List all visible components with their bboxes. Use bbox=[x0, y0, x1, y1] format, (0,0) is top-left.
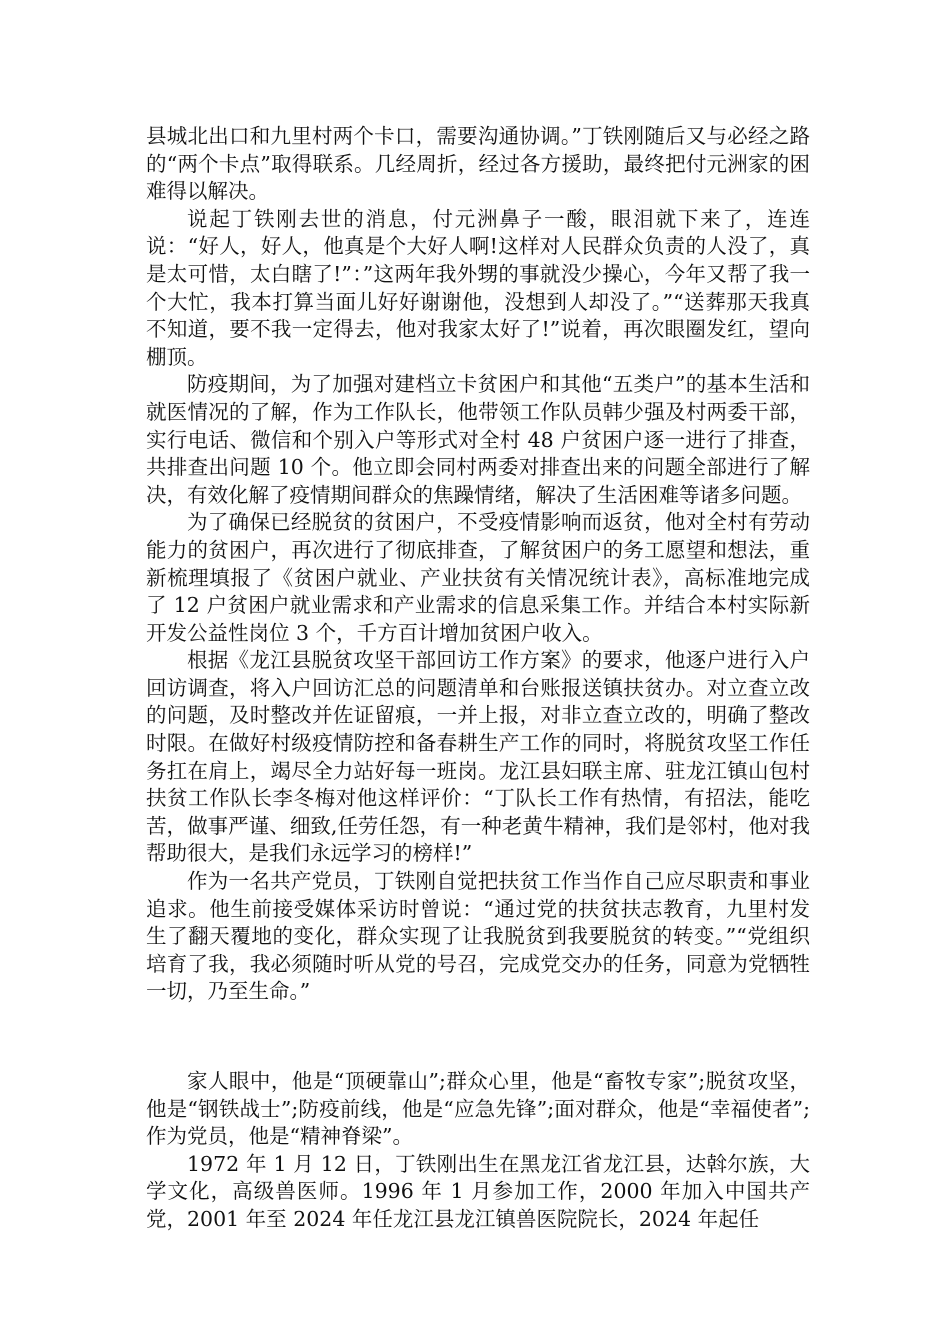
article-section-bottom bbox=[146, 1068, 810, 1234]
paragraph-prevent-return-to-poverty: 为了确保已经脱贫的贫困户，不受疫情影响而返贫，他对全村有劳动能力的贫困户，再次进行了彻底排查，了解贫困户的务工愿望和想法，重新梳理填报了《贫困户就业、产业扶贫有关情况统计表》，高标准地完成了 12 户贫困户就业需求和产业需求的信息采集工作。并结合本村实际新开发公益性岗位 3 个，千方百计增加贫困户收入。 bbox=[146, 510, 810, 645]
paragraph-biography: 1972 年 1 月 12 日，丁铁刚出生在黑龙江省龙江县，达斡尔族，大学文化，高级兽医师。1996 年 1 月参加工作，2000 年加入中国共产党，2001 年至 2024 年任龙江县龙江镇兽医院院长，2024 年起任 bbox=[146, 1151, 810, 1231]
paragraph-revisit-work-plan: 根据《龙江县脱贫攻坚干部回访工作方案》的要求，他逐户进行入户回访调查，将入户回访汇总的问题清单和台账报送镇扶贫办。对立查立改的问题，及时整改并佐证留痕，一并上报，对非立查立改的，明确了整改时限。在做好村级疫情防控和备春耕生产工作的同时，将脱贫攻坚工作任务扛在肩上，竭尽全力站好每一班岗。龙江县妇联主席、驻龙江镇山包村扶贫工作队长李冬梅对他这样评价：“丁队长工作有热情，有招法，能吃苦，做事严谨、细致,任劳任怨，有一种老黄牛精神，我们是邻村，他对我帮助很大，是我们永远学习的榜样!” bbox=[146, 648, 810, 866]
paragraph-party-member-pursuit: 作为一名共产党员，丁铁刚自觉把扶贫工作当作自己应尽职责和事业追求。他生前接受媒体采访时曾说：“通过党的扶贫扶志教育，九里村发生了翻天覆地的变化，群众实现了让我脱贫到我要脱贫的转变。”“党组织培育了我，我必须随时听从党的号召，完成党交办的任务，同意为党牺牲一切，乃至生命。” bbox=[146, 869, 810, 1004]
paragraph-epidemic-screening: 防疫期间，为了加强对建档立卡贫困户和其他“五类户”的基本生活和就医情况的了解，作为工作队长，他带领工作队员韩少强及村两委干部，实行电话、微信和个别入户等形式对全村 48 户贫困户逐一进行了排查，共排查出问题 10 个。他立即会同村两委对排查出来的问题全部进行了解决，有效化解了疫情期间群众的焦躁情绪，解决了生活困难等诸多问题。 bbox=[146, 372, 810, 507]
paragraph-roles-summary: 家人眼中，他是“顶硬靠山”;群众心里，他是“畜牧专家”;脱贫攻坚，他是“钢铁战士”;防疫前线，他是“应急先锋”;面对群众，他是“幸福使者”;作为党员，他是“精神脊梁”。 bbox=[146, 1069, 810, 1149]
paragraph-fu-yuanzhou-recollection: 说起丁铁刚去世的消息，付元洲鼻子一酸，眼泪就下来了，连连说：“好人，好人，他真是个大好人啊!这样对人民群众负责的人没了，真是太可惜，太白瞎了!”：”这两年我外甥的事就没少操心，今年又帮了我一个大忙，我本打算当面儿好好谢谢他，没想到人却没了。”“送葬那天我真不知道，要不我一定得去，他对我家太好了!”说着，再次眼圈发红，望向棚顶。 bbox=[146, 206, 810, 369]
paragraph-continuation: 县城北出口和九里村两个卡口，需要沟通协调。”丁铁刚随后又与必经之路的“两个卡点”取得联系。几经周折，经过各方援助，最终把付元洲家的困难得以解决。 bbox=[146, 124, 810, 204]
article-section-top bbox=[146, 123, 810, 1006]
